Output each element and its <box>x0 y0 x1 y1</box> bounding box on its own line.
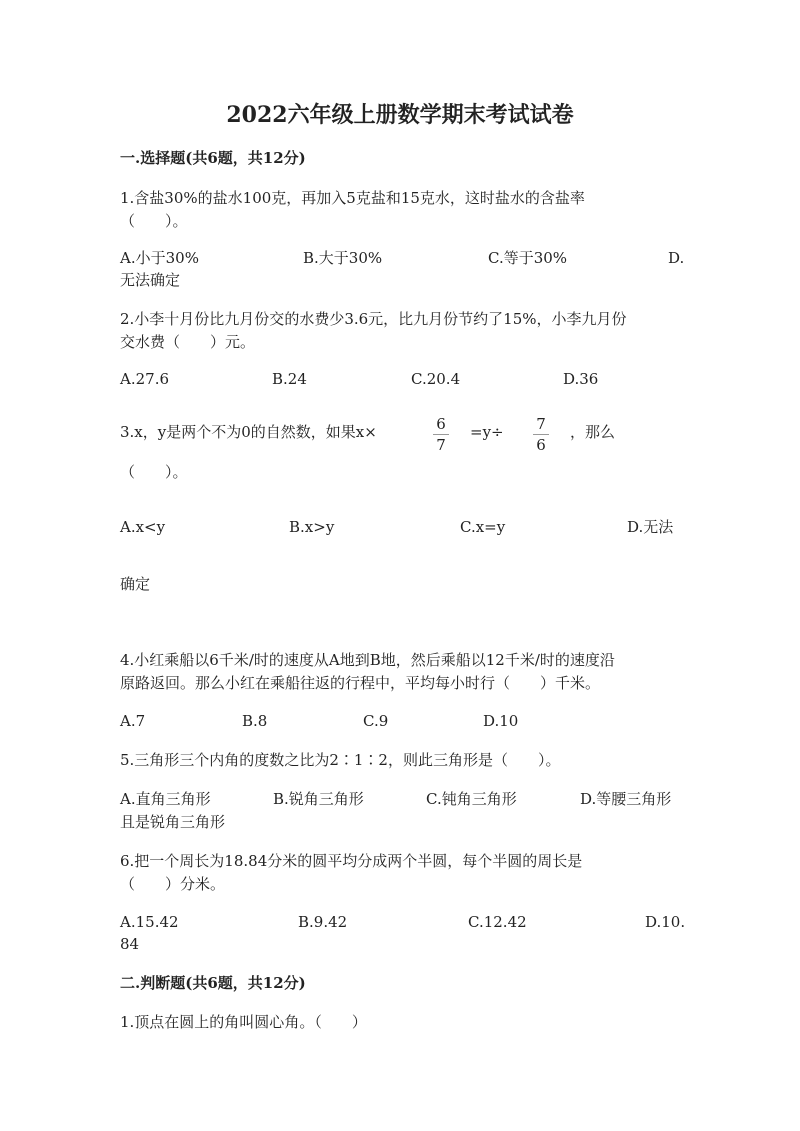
question-5-option-c: C.钝角三角形 <box>426 790 517 808</box>
question-3-text-mid: =y÷ <box>470 423 504 441</box>
question-3-text: 3.x，y是两个不为0的自然数，如果x× <box>120 423 377 441</box>
question-5-text: 5.三角形三个内角的度数之比为2∶1∶2，则此三角形是（ ）。 <box>120 751 561 769</box>
question-1-option-c: C.等于30% <box>488 249 568 267</box>
question-3-option-a: A.x<y <box>120 518 166 536</box>
question-2-option-a: A.27.6 <box>120 370 169 388</box>
question-6-option-d-cont: 84 <box>120 935 140 953</box>
question-5-option-a: A.直角三角形 <box>120 790 211 808</box>
fraction-bar <box>433 434 449 435</box>
judgment-1-text: 1.顶点在圆上的角叫圆心角。（ ） <box>120 1013 367 1031</box>
question-1-option-d-cont: 无法确定 <box>120 271 181 289</box>
question-4-option-b: B.8 <box>242 712 268 730</box>
question-4-option-d: D.10 <box>483 712 519 730</box>
question-1-option-a: A.小于30% <box>120 249 199 267</box>
question-5-option-d: D.等腰三角形 <box>580 790 672 808</box>
question-2-option-d: D.36 <box>563 370 599 388</box>
question-3-option-d: D.无法 <box>627 518 674 536</box>
fraction-numerator: 6 <box>436 415 446 433</box>
question-2-text-cont: 交水费（ ）元。 <box>120 333 256 351</box>
question-6-option-c: C.12.42 <box>468 913 527 931</box>
question-4-option-c: C.9 <box>363 712 389 730</box>
question-6-option-b: B.9.42 <box>298 913 348 931</box>
question-5-option-b: B.锐角三角形 <box>273 790 364 808</box>
question-4-option-a: A.7 <box>120 712 146 730</box>
section-heading-choice: 一.选择题(共6题，共12分) <box>120 149 306 167</box>
fraction-denominator: 6 <box>536 436 546 454</box>
question-2-option-c: C.20.4 <box>411 370 461 388</box>
page-title: 2022六年级上册数学期末考试试卷 <box>226 102 574 128</box>
question-6-option-d: D.10. <box>645 913 686 931</box>
question-1-option-b: B.大于30% <box>303 249 383 267</box>
fraction-numerator: 7 <box>536 415 546 433</box>
question-1-option-d: D. <box>668 249 685 267</box>
question-1-text: 1.含盐30%的盐水100克，再加入5克盐和15克水，这时盐水的含盐率 <box>120 189 585 207</box>
question-6-text-cont: （ ）分米。 <box>120 875 226 893</box>
question-4-text-cont: 原路返回。那么小红在乘船往返的行程中，平均每小时行（ ）千米。 <box>120 674 601 692</box>
question-3-option-b: B.x>y <box>289 518 335 536</box>
question-4-text: 4.小红乘船以6千米/时的速度从A地到B地，然后乘船以12千米/时的速度沿 <box>120 651 615 669</box>
section-heading-judgment: 二.判断题(共6题，共12分) <box>120 974 306 992</box>
fraction-denominator: 7 <box>436 436 446 454</box>
question-2-option-b: B.24 <box>272 370 307 388</box>
fraction-bar <box>533 434 549 435</box>
fraction-seven-sixths <box>531 415 551 454</box>
question-3-option-c: C.x=y <box>460 518 506 536</box>
fraction-six-sevenths <box>431 415 451 454</box>
question-6-option-a: A.15.42 <box>120 913 179 931</box>
question-2-text: 2.小李十月份比九月份交的水费少3.6元，比九月份节约了15%，小李九月份 <box>120 310 627 328</box>
question-1-text-cont: （ ）。 <box>120 212 188 230</box>
question-3-text-cont: （ ）。 <box>120 463 188 481</box>
question-5-option-d-cont: 且是锐角三角形 <box>120 813 226 831</box>
question-3-option-d-cont: 确定 <box>120 575 151 593</box>
question-6-text: 6.把一个周长为18.84分米的圆平均分成两个半圆，每个半圆的周长是 <box>120 852 583 870</box>
question-3-text-suffix: ，那么 <box>570 423 616 441</box>
